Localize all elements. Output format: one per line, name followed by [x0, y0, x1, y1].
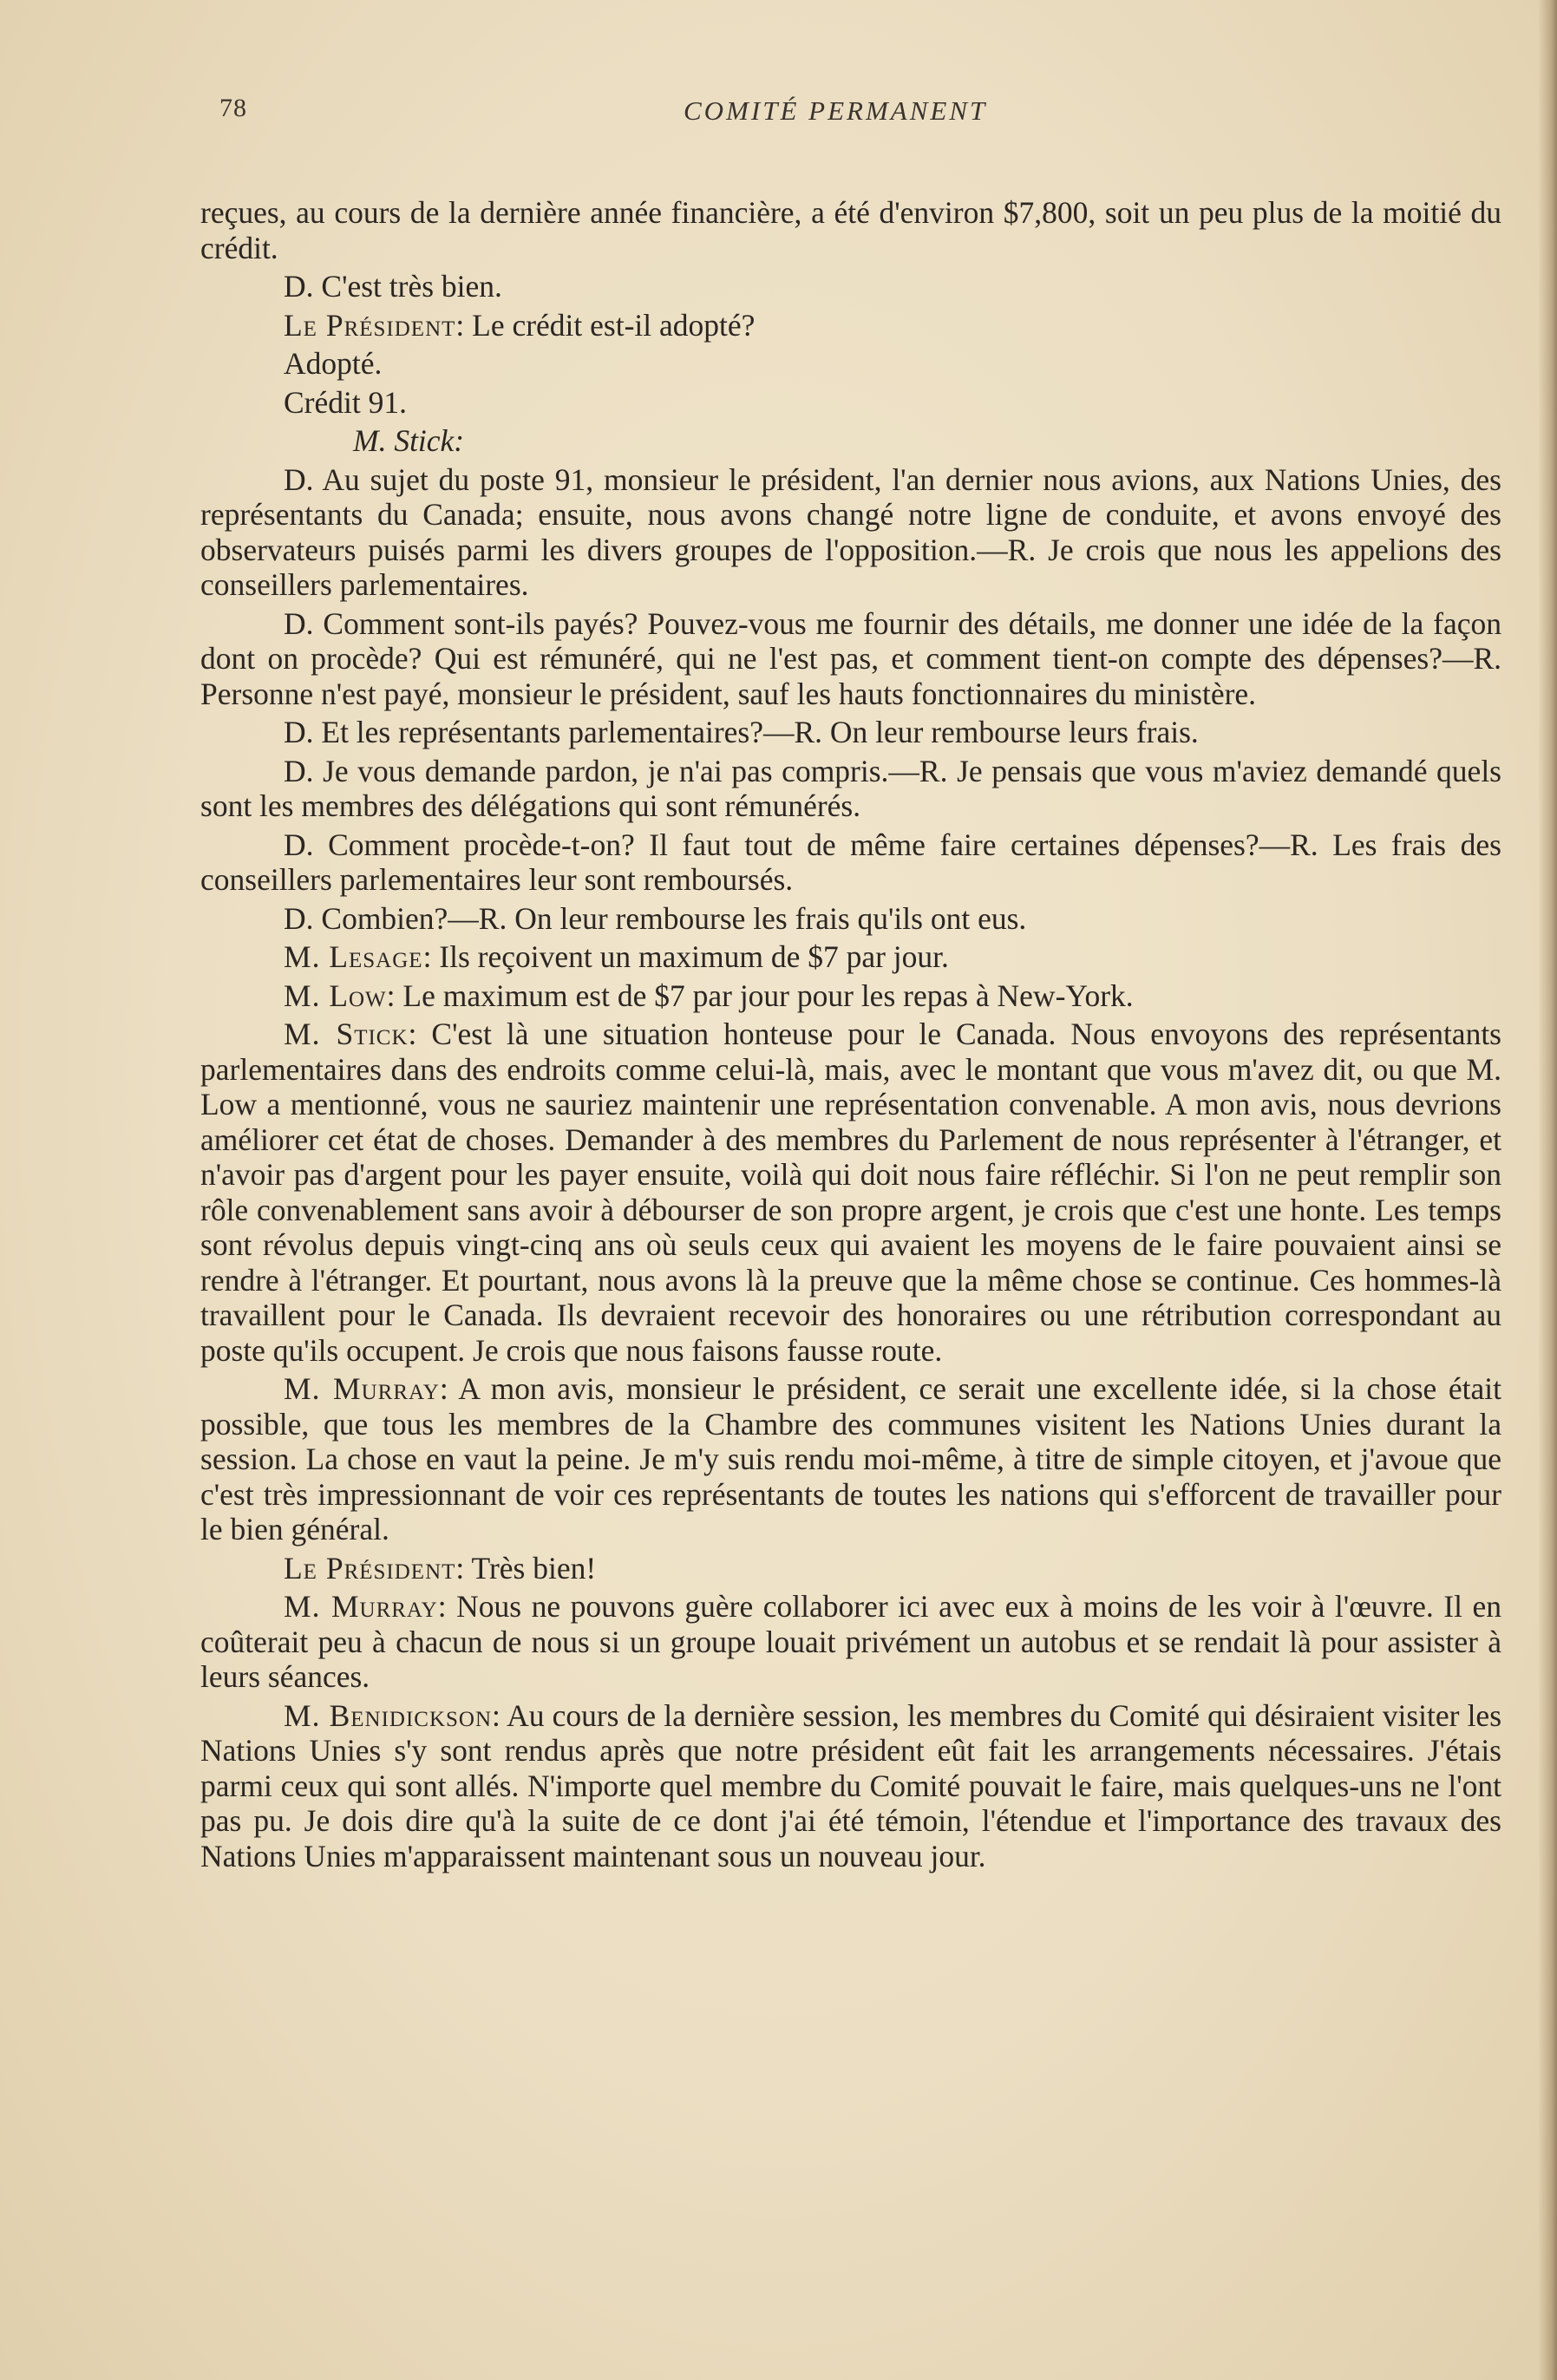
speaker-name: M. Lesage — [284, 939, 423, 974]
paragraph: D. Comment procède-t-on? Il faut tout de même faire certaines dépenses?—R. Les frais des conseillers parlementaires leur sont remboursés. — [200, 827, 1501, 897]
paragraph: M. Low: Le maximum est de $7 par jour pour les repas à New-York. — [284, 978, 1134, 1013]
paragraph: D. Au sujet du poste 91, monsieur le président, l'an dernier nous avions, aux Nations Unies, des représentants du Canada; ensuite, nous avons changé notre ligne de conduite, et avons envoyé des observateurs puisés parmi les divers groupes de l'opposition.—R. Je crois que nous les appelions des conseillers parlementaires. — [200, 461, 1501, 602]
speaker-name: M. Low — [284, 978, 387, 1013]
paragraph: D. Je vous demande pardon, je n'ai pas compris.—R. Je pensais que vous m'aviez demandé quels sont les membres des délégations qui sont rémunérés. — [200, 753, 1501, 823]
page-header — [0, 94, 1557, 132]
speaker-name: Le Président — [284, 1550, 456, 1586]
running-head: COMITÉ PERMANENT — [684, 95, 988, 126]
paragraph: D. Et les représentants parlementaires?—R. On leur rembourse leurs frais. — [284, 715, 1199, 749]
speaker-name: M. Stick — [284, 1017, 409, 1051]
paragraph: M. Lesage: Ils reçoivent un maximum de $7 par jour. — [284, 939, 949, 974]
speaker-name: M. Murray — [284, 1371, 440, 1406]
paragraph: reçues, au cours de la dernière année financière, a été d'environ $7,800, soit un peu plus de la moitié du crédit. — [200, 195, 1501, 265]
speaker-heading: M. Stick: — [353, 423, 465, 458]
speaker-name: M. Murray — [284, 1589, 438, 1624]
paragraph: Adopté. — [284, 346, 383, 381]
paragraph: D. C'est très bien. — [284, 269, 502, 304]
paragraph: Le Président: Le crédit est-il adopté? — [284, 307, 756, 343]
paragraph: D. Combien?—R. On leur rembourse les frais qu'ils ont eus. — [284, 900, 1027, 936]
body-text — [200, 195, 1501, 1877]
paragraph: M. Murray: A mon avis, monsieur le président, ce serait une excellente idée, si la chose était possible, que tous les membres de la Chambre des communes visitent les Nations Unies durant la session. La chose en vaut la peine. Je m'y suis rendu moi-même, à titre de simple citoyen, et j'avoue que c'est très impressionnant de voir ces représentants de toutes les nations qui s'efforcent de travailler pour le bien général. — [200, 1371, 1501, 1546]
page-number: 78 — [219, 94, 247, 122]
paragraph: D. Comment sont-ils payés? Pouvez-vous me fournir des détails, me donner une idée de la façon dont on procède? Qui est rémunéré, qui ne l'est pas, et comment tient-on compte des dépenses?—R. Personne n'est payé, monsieur le président, sauf les hauts fonctionnaires du ministère. — [200, 605, 1501, 711]
speaker-name: Le Président — [284, 307, 456, 343]
paragraph: M. Stick: C'est là une situation honteuse pour le Canada. Nous envoyons des représentants parlementaires dans des endroits comme celui-là, mais, avec le montant que vous m'avez dit, ou que M. Low a mentionné, vous ne sauriez maintenir une représentation convenable. A mon avis, nous devrions améliorer cet état de choses. Demander à des membres du Parlement de nous représenter à l'étranger, et n'avoir pas d'argent pour les payer ensuite, voilà qui doit nous faire réfléchir. Si l'on ne peut remplir son rôle convenablement sans avoir à débourser de son propre argent, je crois que c'est une honte. Les temps sont révolus depuis vingt-cinq ans où seuls ceux qui avaient les moyens de le faire pouvaient ainsi se rendre à l'étranger. Et pourtant, nous avons là la preuve que la même chose se continue. Ces hommes-là travaillent pour le Canada. Ils devraient recevoir des honoraires ou une rétribution correspondant au poste qu'ils occupent. Je crois que nous faisons fausse route. — [200, 1017, 1501, 1368]
paragraph: M. Murray: Nous ne pouvons guère collaborer ici avec eux à moins de les voir à l'œuvre. Il en coûterait peu à chacun de nous si un groupe louait privément un autobus et se rendait là pour assister à leurs séances. — [200, 1589, 1501, 1694]
paragraph: M. Benidickson: Au cours de la dernière session, les membres du Comité qui désiraient visiter les Nations Unies s'y sont rendus après que notre président eût fait les arrangements nécessaires. J'étais parmi ceux qui sont allés. N'importe quel membre du Comité pouvait le faire, mais quelques-uns ne l'ont pas pu. Je dois dire qu'à la suite de ce dont j'ai été témoin, l'étendue et l'importance des travaux des Nations Unies m'apparaissent maintenant sous un nouveau jour. — [200, 1697, 1502, 1873]
paragraph: Crédit 91. — [284, 384, 407, 420]
speaker-name: M. Benidickson — [284, 1697, 493, 1733]
paragraph: Le Président: Très bien! — [284, 1550, 597, 1586]
page-edge-shadow — [1538, 0, 1557, 2380]
